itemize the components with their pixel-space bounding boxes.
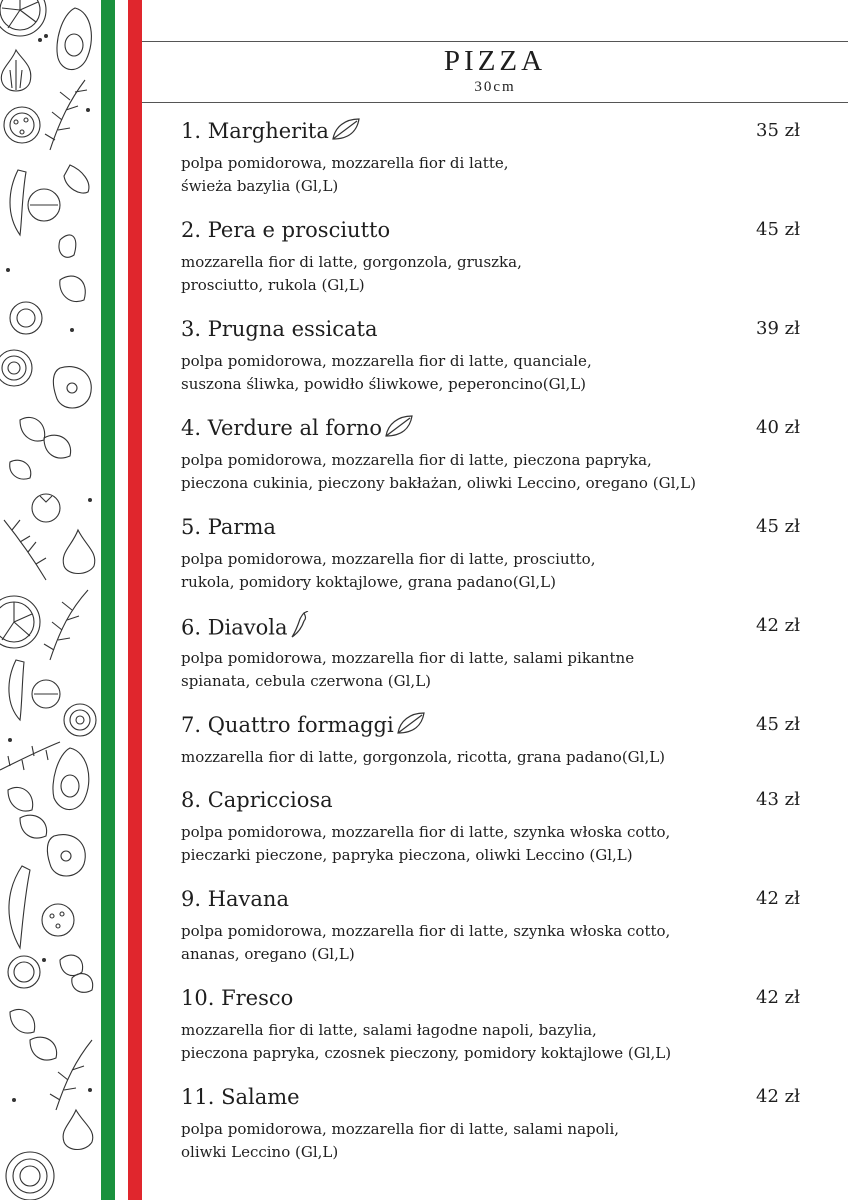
- menu-item-name: [181, 512, 276, 542]
- leaf-icon: [384, 414, 414, 446]
- avocado-doodle-icon: [53, 748, 89, 810]
- flag-stripe-white: [115, 0, 128, 1200]
- herb-branch-icon: [0, 742, 60, 770]
- menu-item: [181, 512, 811, 611]
- menu-item-description-line: ananas, oregano (Gl,L): [181, 945, 355, 963]
- tomato-half-icon: [4, 107, 40, 143]
- menu-item-price: 42 zł: [756, 888, 800, 909]
- chili-pepper-doodle-icon: [9, 660, 24, 720]
- menu-item: [181, 983, 811, 1082]
- menu-item-description: [181, 920, 670, 966]
- long-chili-icon: [9, 866, 30, 948]
- menu-item-description: [181, 821, 670, 867]
- menu-item-price: 35 zł: [756, 120, 800, 141]
- menu-item-description: [181, 251, 522, 297]
- menu-item-name: [181, 413, 414, 446]
- menu-item-description-line: polpa pomidorowa, mozzarella fior di latte,: [181, 154, 509, 172]
- onion-slice-icon: [64, 704, 96, 736]
- mushroom-doodle-icon: [32, 680, 60, 708]
- menu-item-description-line: świeża bazylia (Gl,L): [181, 177, 339, 195]
- garlic-icon: [1, 50, 31, 91]
- menu-item: [181, 785, 811, 884]
- menu-item: [181, 884, 811, 983]
- menu-item-description-line: mozzarella fior di latte, gorgonzola, gruszka,: [181, 253, 522, 271]
- menu-item-name: [181, 215, 390, 245]
- menu-item: [181, 611, 811, 710]
- menu-item-description: [181, 1118, 619, 1164]
- menu-item-price: 42 zł: [756, 1086, 800, 1107]
- menu-item-name-text: 9. Havana: [181, 887, 289, 911]
- chili-pepper-icon: [290, 611, 310, 647]
- menu-item-name: [181, 785, 333, 815]
- basil-leaves-icon: [10, 1009, 57, 1060]
- menu-item-description-line: polpa pomidorowa, mozzarella fior di latte, szynka włoska cotto,: [181, 823, 671, 841]
- menu-item-name-text: 5. Parma: [181, 515, 276, 539]
- menu-item-description-line: pieczarki pieczone, papryka pieczona, oliwki Leccino (Gl,L): [181, 846, 633, 864]
- menu-item-name-text: 1. Margherita: [181, 119, 329, 143]
- menu-item-description-line: polpa pomidorowa, mozzarella fior di latte, pieczona papryka,: [181, 451, 652, 469]
- tomato-cut-icon: [42, 904, 74, 936]
- menu-item-description-line: suszona śliwka, powidło śliwkowe, peperoncino(Gl,L): [181, 375, 587, 393]
- menu-item-description-line: polpa pomidorowa, mozzarella fior di latte, prosciutto,: [181, 550, 596, 568]
- menu-item-description-line: pieczona papryka, czosnek pieczony, pomidory koktajlowe (Gl,L): [181, 1044, 672, 1062]
- menu-item-description-line: polpa pomidorowa, mozzarella fior di latte, szynka włoska cotto,: [181, 922, 671, 940]
- header-top-rule: [142, 41, 848, 42]
- onion-icon: [0, 350, 32, 386]
- pepper-half-icon: [47, 835, 85, 876]
- menu-item-description: [181, 647, 634, 693]
- vegetable-doodle-strip: [0, 0, 100, 1200]
- leaf-icon: [331, 117, 361, 149]
- menu-item-name: [181, 314, 378, 344]
- lemon-wedge-icon: [8, 956, 40, 988]
- chili-icon: [10, 170, 26, 235]
- menu-item-name: [181, 116, 361, 149]
- header-bottom-rule: [142, 102, 848, 103]
- menu-item-name-text: 7. Quattro formaggi: [181, 713, 394, 737]
- menu-item-name: [181, 1082, 300, 1112]
- menu-item-description-line: polpa pomidorowa, mozzarella fior di latte, salami pikantne: [181, 649, 635, 667]
- leaf-icon: [396, 711, 426, 743]
- mushroom-icon: [28, 189, 60, 221]
- menu-item: [181, 116, 811, 215]
- menu-item: [181, 1082, 811, 1181]
- tomato-icon: [32, 494, 60, 522]
- menu-item-price: 42 zł: [756, 987, 800, 1008]
- onion-bottom-icon: [6, 1152, 54, 1200]
- menu-item-description: [181, 1019, 671, 1065]
- menu-item-name: [181, 611, 310, 647]
- page-title: PIZZA: [443, 45, 547, 77]
- basil-sprig-icon: [8, 787, 47, 838]
- menu-item-name-text: 3. Prugna essicata: [181, 317, 378, 341]
- menu-item-description-line: mozzarella fior di latte, salami łagodne napoli, bazylia,: [181, 1021, 597, 1039]
- bell-pepper-icon: [53, 367, 91, 408]
- menu-item-price: 45 zł: [756, 714, 800, 735]
- menu-item-description: [181, 152, 509, 198]
- menu-item-name: [181, 983, 293, 1013]
- menu-item-description: [181, 449, 696, 495]
- parsley-icon: [60, 955, 93, 992]
- garlic-small-icon: [63, 1110, 93, 1150]
- garlic-bulb-icon: [63, 530, 95, 574]
- menu-item-description-line: pieczona cukinia, pieczony bakłażan, oliwki Leccino, oregano (Gl,L): [181, 474, 696, 492]
- avocado-icon: [57, 8, 91, 70]
- menu-item: [181, 215, 811, 314]
- rosemary-sprig-icon: [44, 590, 88, 660]
- menu-item-price: 43 zł: [756, 789, 800, 810]
- menu-item-description: [181, 548, 595, 594]
- lemon-slice-icon: [0, 0, 46, 36]
- menu-item-description-line: rukola, pomidory koktajlowe, grana padano(Gl,L): [181, 573, 556, 591]
- lemon-icon: [0, 596, 40, 648]
- menu-item: [181, 710, 811, 785]
- menu-item-name: [181, 884, 289, 914]
- menu-item-price: 45 zł: [756, 516, 800, 537]
- tomato-slice-icon: [10, 302, 42, 334]
- menu-item-name-text: 10. Fresco: [181, 986, 294, 1010]
- herb-sprig-icon: [4, 520, 46, 580]
- menu-item-name-text: 2. Pera e prosciutto: [181, 218, 391, 242]
- menu-item-price: 42 zł: [756, 615, 800, 636]
- menu-item-name-text: 8. Capricciosa: [181, 788, 333, 812]
- menu-item-description-line: polpa pomidorowa, mozzarella fior di latte, salami napoli,: [181, 1120, 620, 1138]
- basil-leaf-icon: [59, 235, 85, 302]
- menu-item-description-line: polpa pomidorowa, mozzarella fior di latte, quanciale,: [181, 352, 592, 370]
- garlic-clove-icon: [64, 165, 89, 193]
- peppercorns-icon: [6, 34, 92, 1102]
- flag-stripe-red: [128, 0, 142, 1200]
- menu-item-price: 40 zł: [756, 417, 800, 438]
- menu-item-price: 39 zł: [756, 318, 800, 339]
- pizza-size-label: 30cm: [474, 79, 516, 95]
- menu-item-name-text: 6. Diavola: [181, 615, 288, 640]
- menu-item-price: 45 zł: [756, 219, 800, 240]
- menu-item-description: [181, 350, 592, 396]
- menu-item-name-text: 4. Verdure al forno: [181, 416, 383, 440]
- rosemary-icon: [45, 80, 87, 150]
- menu-item-description-line: prosciutto, rukola (Gl,L): [181, 276, 365, 294]
- flag-stripe-green: [101, 0, 115, 1200]
- menu-item-name-text: 11. Salame: [181, 1085, 300, 1109]
- basil-icon: [10, 417, 71, 479]
- menu-item: [181, 314, 811, 413]
- menu-item-description-line: mozzarella fior di latte, gorgonzola, ricotta, grana padano(Gl,L): [181, 748, 666, 766]
- menu-item-description-line: spianata, cebula czerwona (Gl,L): [181, 672, 432, 690]
- pizza-menu-list: [181, 116, 811, 1181]
- menu-item-description-line: oliwki Leccino (Gl,L): [181, 1143, 339, 1161]
- menu-item-description: [181, 746, 665, 769]
- menu-item: [181, 413, 811, 512]
- menu-item-name: [181, 710, 426, 743]
